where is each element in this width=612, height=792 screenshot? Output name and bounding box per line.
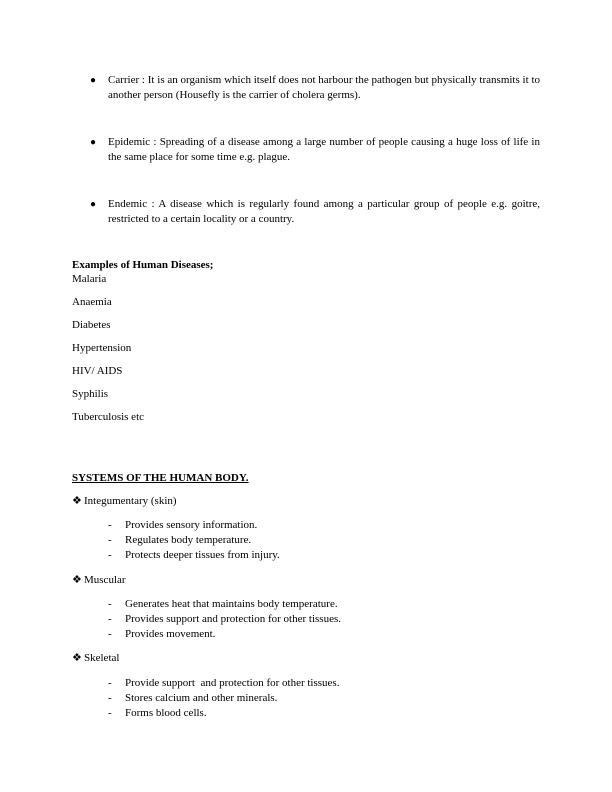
bullet-dot-icon: ● [90,137,97,148]
definition-text: Carrier : It is an organism which itself does not harbour the pathogen but physically transmits it to another person (Housefly is the carrier of cholera germs). [108,74,540,101]
dash-icon: - [108,519,112,531]
dash-icon: - [108,707,112,719]
system-name: Skeletal [84,652,120,664]
disease-item: HIV/ AIDS [72,365,123,377]
dash-icon: - [108,549,112,561]
dash-icon: - [108,598,112,610]
system-skeletal [72,651,119,666]
definition-text: Endemic : A disease which is regularly found among a particular group of people e.g. goitre, restricted to a certain locality or a country. [108,198,540,225]
diamond-bullet-icon: ❖ [72,652,82,664]
definition-text: Epidemic : Spreading of a disease among a large number of people causing a huge loss of life in the same place for some time e.g. plague. [108,136,540,163]
point-text: Provides support and protection for other tissues. [125,613,341,625]
bullet-dot-icon: ● [90,75,97,86]
system-muscular [72,573,126,588]
point-text: Provides sensory information. [125,519,258,531]
disease-item: Tuberculosis etc [72,411,145,423]
point-text: Forms blood cells. [125,707,207,719]
diamond-bullet-icon: ❖ [72,495,82,507]
system-name: Muscular [84,574,126,586]
point-text: Regulates body temperature. [125,534,252,546]
disease-item: Diabetes [72,319,111,331]
point-text: Provides movement. [125,628,216,640]
dash-icon: - [108,677,112,689]
disease-item: Malaria [72,273,107,285]
point-text: Generates heat that maintains body temperature. [125,598,338,610]
dash-icon: - [108,613,112,625]
dash-icon: - [108,692,112,704]
dash-icon: - [108,628,112,640]
disease-item: Anaemia [72,296,112,308]
point-text: Stores calcium and other minerals. [125,692,278,704]
diamond-bullet-icon: ❖ [72,574,82,586]
systems-title: SYSTEMS OF THE HUMAN BODY. [72,472,249,484]
point-text: Protects deeper tissues from injury. [125,549,280,561]
bullet-dot-icon: ● [90,199,97,210]
dash-icon: - [108,534,112,546]
disease-item: Syphilis [72,388,109,400]
system-integumentary [72,494,177,509]
system-name: Integumentary (skin) [84,495,177,507]
disease-item: Hypertension [72,342,132,354]
point-text: Provide support and protection for other tissues. [125,677,340,689]
examples-heading: Examples of Human Diseases; [72,259,214,271]
